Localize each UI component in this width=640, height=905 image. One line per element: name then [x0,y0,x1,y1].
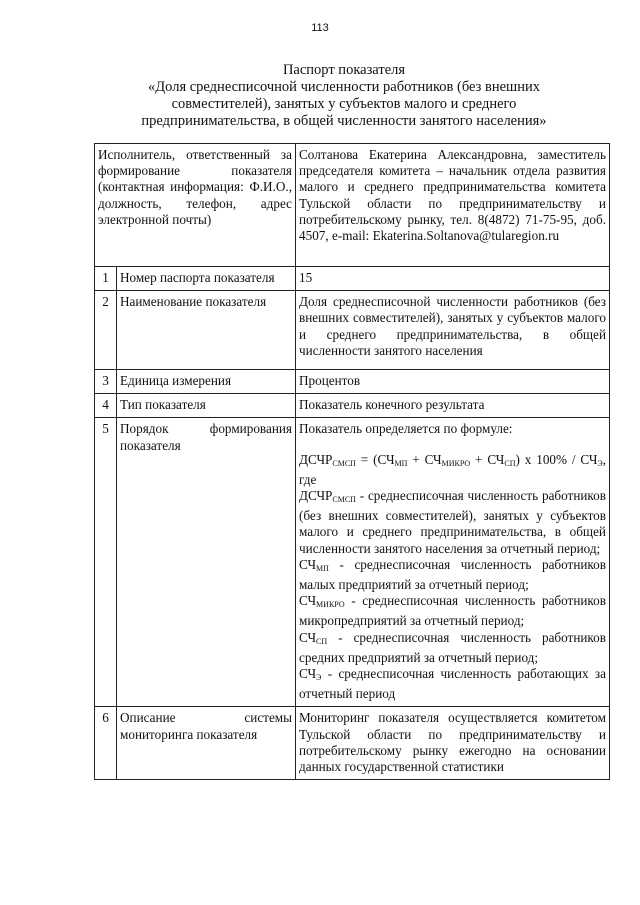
row-value: Мониторинг показателя осуществляется комитетом Тульской области по предпринимательству и потребительскому рынку ежегодно на основании данных государственной статистики [296,707,610,780]
row-label: Порядок формирования показателя [117,418,296,707]
row-value: Процентов [296,370,610,394]
document-title [120,62,568,130]
table-row [95,370,610,394]
formula-definition: $СЧ_Э$ - среднесписочная численность работающих за отчетный период [299,666,606,702]
row-label: Наименование показателя [117,291,296,370]
formula-definition: $ДСЧР_{СМСП}$ - среднесписочная численность работников (без внешних совместителей), занятых у субъектов малого и среднего предпринимательства, в общей численности занятого населения за отчетный период; [299,488,606,556]
table-row-formula [95,418,610,707]
row-number: 3 [95,370,117,394]
row-number: 4 [95,394,117,418]
row-number: 5 [95,418,117,707]
indicator-passport-table [94,143,610,780]
title-line-indicator-name: «Доля среднесписочной численности работников (без внешних совместителей), занятых у субъектов малого и среднего предпринимательства, в общей численности занятого населения» [141,79,547,129]
table-row [95,394,610,418]
page-number: 113 [311,22,329,34]
row-number: 6 [95,707,117,780]
row-value: 15 [296,267,610,291]
row-number: 1 [95,267,117,291]
title-line-heading: Паспорт показателя [282,62,406,78]
table-row [95,267,610,291]
table-row [95,707,610,780]
table-row-executor [95,144,610,267]
formula-definition: $СЧ_{МИКРО}$ - среднесписочная численность работников микропредприятий за отчетный период; [299,593,606,629]
row-label: Номер паспорта показателя [117,267,296,291]
row-label: Единица измерения [117,370,296,394]
row-label: Описание системы мониторинга показателя [117,707,296,780]
table-row [95,291,610,370]
row-value: Показатель конечного результата [296,394,610,418]
row-value: Доля среднесписочной численности работников (без внешних совместителей), занятых у субъектов малого и среднего предпринимательства, в общей численности занятого населения [296,291,610,370]
executor-value: Солтанова Екатерина Александровна, заместитель председателя комитета – начальник отдела развития малого и среднего предпринимательства комитета Тульской области по предпринимательству и потребительскому рынку, тел. 8(4872) 71-75-95, доб. 4507, e-mail: Ekaterina.Soltanova@tularegion.ru [296,144,610,267]
executor-label: Исполнитель, ответственный за формирование показателя (контактная информация: Ф.И.О., должность, телефон, адрес электронной почты) [95,144,296,267]
formula-definition: $СЧ_{МП}$ - среднесписочная численность работников малых предприятий за отчетный период; [299,556,606,593]
formula-cell [296,418,610,707]
formula-expression: $ДСЧР_{СМСП} = (СЧ_{МП} + СЧ_{МИКРО} + СЧ_{СП})$ x $100\% / СЧ_Э$, где [299,451,606,487]
formula-definition: $СЧ_{СП}$ - среднесписочная численность работников средних предприятий за отчетный период; [299,629,606,665]
formula-intro: Показатель определяется по формуле: [299,421,513,437]
row-number: 2 [95,291,117,370]
row-label: Тип показателя [117,394,296,418]
